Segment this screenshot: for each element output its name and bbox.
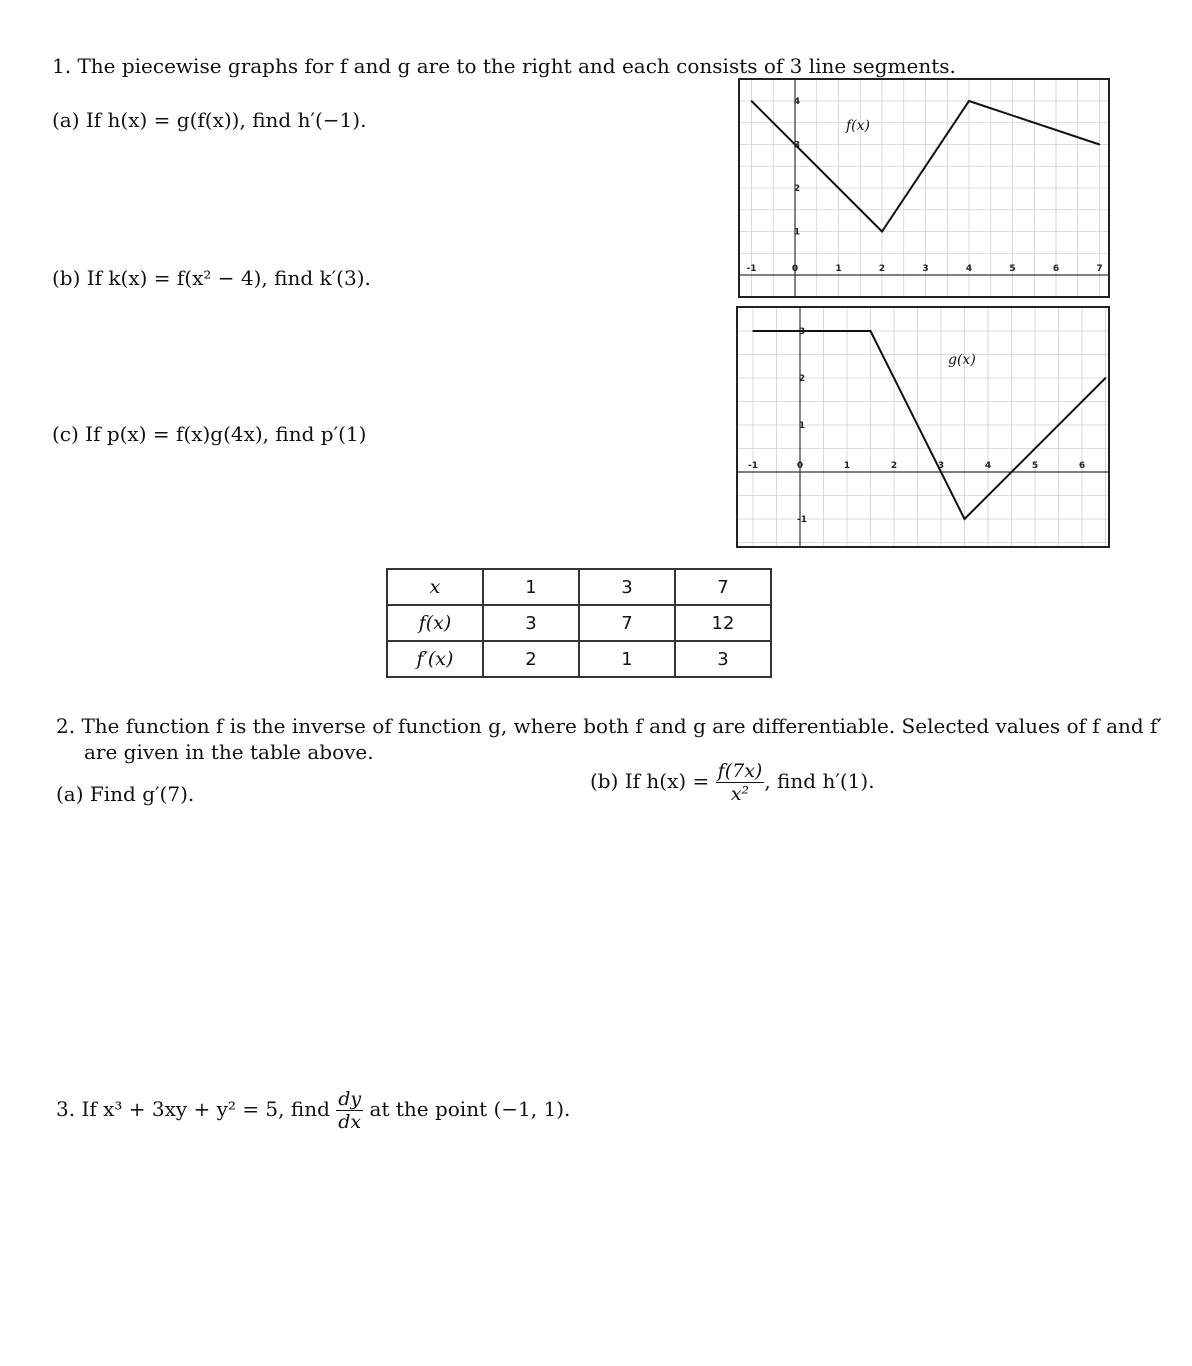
problem2-intro-line1: 2. The function f is the inverse of function g, where both f and g are differentiable. Selected values of f and f′: [56, 714, 1162, 738]
table-row-label: f′(x): [387, 641, 483, 677]
problem2b-denominator: x²: [730, 783, 750, 805]
table-cell: 2: [483, 641, 579, 677]
values-table: [386, 568, 772, 678]
problem2-intro-line2: are given in the table above.: [84, 740, 374, 764]
y-tick-label: 3: [793, 140, 801, 151]
problem3-denominator: dx: [338, 1111, 362, 1133]
x-tick-label: 5: [1031, 461, 1039, 471]
y-tick-label: 1: [793, 227, 801, 238]
table-row-label: x: [387, 569, 483, 605]
table-cell: 3: [675, 641, 771, 677]
y-tick-label: 1: [798, 421, 806, 431]
x-tick-label: 2: [878, 264, 886, 274]
data-point: [964, 518, 966, 520]
graph-f-svg: [740, 80, 1108, 296]
y-tick-label: -1: [797, 515, 807, 525]
table-cell: 1: [579, 641, 675, 677]
problem3-suffix: at the point (−1, 1).: [369, 1097, 571, 1121]
table-row: [387, 605, 771, 641]
x-tick-label: 3: [937, 461, 945, 471]
graph-label: f(x): [846, 118, 871, 134]
graph-g: [736, 306, 1110, 548]
x-tick-label: 0: [796, 461, 804, 471]
x-tick-label: 6: [1078, 461, 1086, 471]
problem3-fraction: [336, 1088, 363, 1133]
problem3-text: [56, 1088, 570, 1133]
problem3-prefix: 3. If x³ + 3xy + y² = 5, find: [56, 1097, 330, 1121]
data-point: [1105, 377, 1107, 379]
problem2b-numerator: f(7x): [717, 760, 763, 782]
problem2b-text: [590, 760, 875, 805]
table-cell: 7: [579, 605, 675, 641]
graph-g-svg: [738, 308, 1108, 546]
x-tick-label: 5: [1009, 264, 1016, 274]
problem1c-text: (c) If p(x) = f(x)g(4x), find p′(1): [52, 422, 367, 446]
table-cell: 12: [675, 605, 771, 641]
x-tick-label: 4: [984, 461, 992, 471]
x-tick-label: 0: [791, 264, 799, 274]
data-point: [881, 231, 883, 233]
problem2b-fraction: [716, 760, 765, 805]
x-tick-label: 1: [843, 461, 851, 471]
y-tick-label: 4: [793, 97, 801, 107]
x-tick-label: 7: [1096, 264, 1103, 274]
x-tick-label: 6: [1052, 264, 1060, 274]
x-tick-label: 3: [922, 264, 929, 274]
problem1b-text: (b) If k(x) = f(x² − 4), find k′(3).: [52, 266, 371, 290]
problem3-numerator: dy: [338, 1088, 362, 1110]
table-row-label: f(x): [387, 605, 483, 641]
x-tick-label: -1: [748, 461, 758, 471]
data-point: [870, 330, 872, 332]
graph-label: g(x): [948, 352, 976, 368]
problem1a-text: (a) If h(x) = g(f(x)), find h′(−1).: [52, 108, 367, 132]
data-point: [968, 100, 970, 102]
problem1-intro: 1. The piecewise graphs for f and g are to the right and each consists of 3 line segments.: [52, 54, 956, 78]
problem2b-prefix: (b) If h(x) =: [590, 769, 710, 793]
data-point: [1099, 144, 1101, 146]
table-cell: 3: [579, 569, 675, 605]
table-cell: 3: [483, 605, 579, 641]
x-tick-label: 1: [835, 264, 842, 274]
data-point: [752, 330, 754, 332]
y-tick-label: 3: [798, 327, 806, 337]
x-tick-label: 2: [890, 461, 898, 471]
table-row: [387, 641, 771, 677]
y-tick-label: 2: [793, 184, 801, 194]
x-tick-label: -1: [746, 264, 757, 274]
table-row: [387, 569, 771, 605]
table-cell: 1: [483, 569, 579, 605]
x-tick-label: 4: [965, 264, 973, 274]
problem2a-text: (a) Find g′(7).: [56, 782, 195, 806]
graph-f: [738, 78, 1110, 298]
problem2b-suffix: , find h′(1).: [764, 769, 875, 793]
y-tick-label: 2: [798, 374, 806, 384]
data-point: [751, 100, 753, 102]
table-cell: 7: [675, 569, 771, 605]
